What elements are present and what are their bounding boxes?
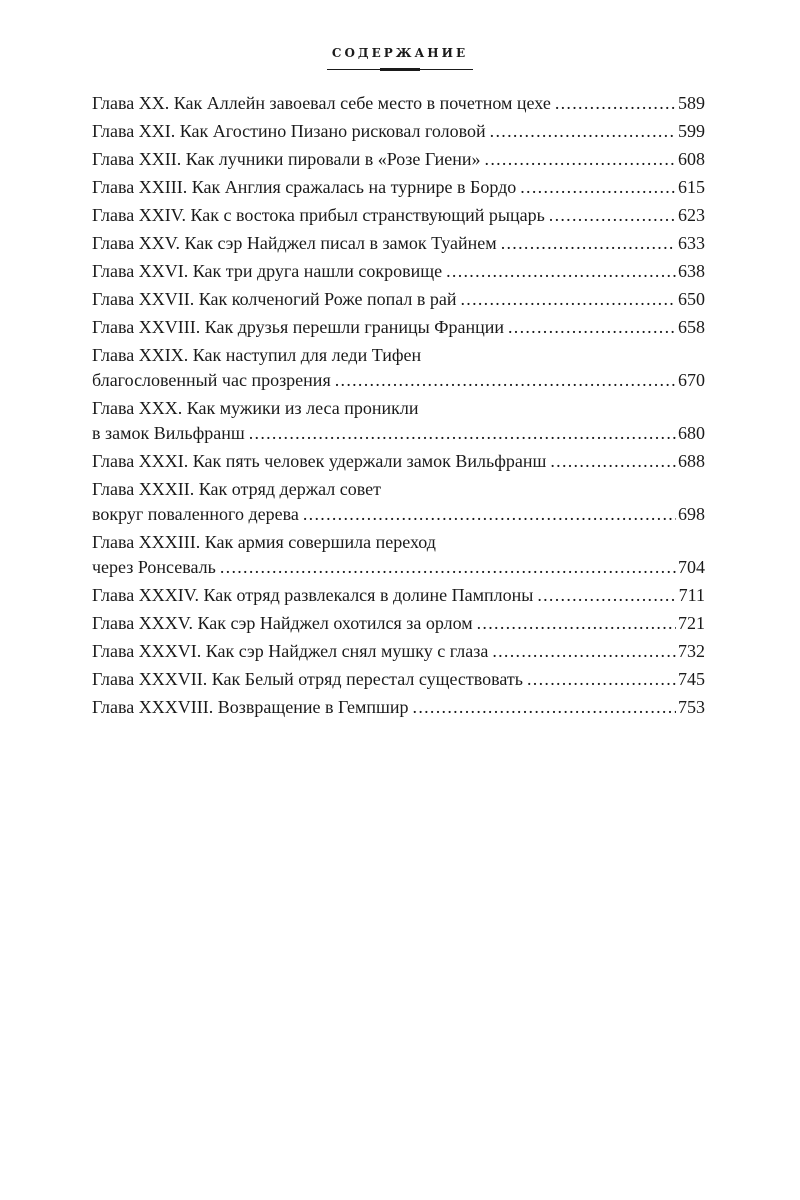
toc-entry[interactable]	[92, 530, 705, 580]
toc-entry-title-line: Глава XXXVII. Как Белый отряд перестал существовать	[92, 669, 523, 689]
toc-entry-row	[92, 421, 705, 446]
header-divider-accent	[380, 68, 420, 71]
dot-leader	[446, 259, 676, 284]
toc-entry[interactable]	[92, 611, 705, 636]
toc-entry-row	[92, 315, 705, 340]
toc-entry-title-line: Глава XXXV. Как сэр Найджел охотился за орлом	[92, 613, 473, 633]
toc-entry-title-line: Глава XXIII. Как Англия сражалась на турнире в Бордо	[92, 177, 517, 197]
toc-entry-title-line: Глава XX. Как Аллейн завоевал себе место в почетном цехе	[92, 93, 551, 113]
toc-entry-title-line: в замок Вильфранш	[92, 423, 245, 443]
toc-entry-title-line: Глава XXXIII. Как армия совершила переход	[92, 532, 436, 552]
toc-entry[interactable]	[92, 147, 705, 172]
toc-entry-title-line: Глава XXXIV. Как отряд развлекался в долине Памплоны	[92, 585, 534, 605]
section-title: СОДЕРЖАНИЕ	[331, 46, 469, 60]
toc-entry-title-line: через Ронсеваль	[92, 557, 216, 577]
toc-entry-title-line: Глава XXX. Как мужики из леса проникли	[92, 398, 419, 418]
toc-entry-title-line: Глава XXVII. Как колченогий Роже попал в рай	[92, 289, 457, 309]
dot-leader	[492, 639, 676, 664]
toc-entry[interactable]	[92, 231, 705, 256]
toc-entry[interactable]	[92, 583, 705, 608]
toc-page-number: 608	[678, 149, 705, 169]
dot-leader	[460, 287, 676, 312]
toc-page-number: 658	[678, 317, 705, 337]
toc-entry-title-line: Глава XXXII. Как отряд держал совет	[92, 479, 382, 499]
toc-page-number: 599	[678, 121, 705, 141]
toc-page-number: 638	[678, 261, 705, 281]
dot-leader	[549, 203, 676, 228]
toc-entry[interactable]	[92, 695, 705, 720]
toc-entry-row	[92, 287, 705, 312]
toc-entry-row	[92, 502, 705, 527]
toc-page-number: 753	[678, 697, 705, 717]
toc-page-number: 680	[678, 423, 705, 443]
dot-leader	[249, 421, 676, 446]
toc-entry-title-line: Глава XXXVI. Как сэр Найджел снял мушку с глаза	[92, 641, 489, 661]
toc-entry[interactable]	[92, 667, 705, 692]
toc-entry[interactable]	[92, 477, 705, 527]
toc-page-number: 704	[678, 557, 705, 577]
toc-entry-row	[92, 583, 705, 608]
toc-entry-row	[92, 91, 705, 116]
dot-leader	[485, 147, 676, 172]
toc-page-number: 698	[678, 504, 705, 524]
toc-entry[interactable]	[92, 396, 705, 446]
toc-entry[interactable]	[92, 343, 705, 393]
dot-leader	[550, 449, 676, 474]
toc-entry[interactable]	[92, 315, 705, 340]
toc-entry-row	[92, 695, 705, 720]
toc-entry-title-line: Глава XXI. Как Агостино Пизано рисковал головой	[92, 121, 486, 141]
dot-leader	[303, 502, 676, 527]
toc-entry-title-line: Глава XXVI. Как три друга нашли сокровище	[92, 261, 443, 281]
toc-entry-row	[92, 555, 705, 580]
toc-entry[interactable]	[92, 287, 705, 312]
toc-entry-title-line: Глава XXXI. Как пять человек удержали замок Вильфранш	[92, 451, 547, 471]
dot-leader	[477, 611, 676, 636]
dot-leader	[501, 231, 676, 256]
page-header	[0, 46, 800, 70]
toc-entry-row	[92, 368, 705, 393]
toc-entry-row	[92, 449, 705, 474]
toc-page-number: 615	[678, 177, 705, 197]
dot-leader	[490, 119, 676, 144]
toc-entry-row	[92, 667, 705, 692]
toc-page-number: 711	[678, 585, 705, 605]
dot-leader	[413, 695, 676, 720]
toc-entry[interactable]	[92, 175, 705, 200]
toc-page-number: 670	[678, 370, 705, 390]
dot-leader	[520, 175, 676, 200]
toc-entry-row	[92, 639, 705, 664]
header-divider	[327, 69, 473, 70]
toc-page-number: 650	[678, 289, 705, 309]
toc-entry-title-line: Глава XXVIII. Как друзья перешли границы Франции	[92, 317, 504, 337]
toc-entry-row	[92, 231, 705, 256]
toc-entry-row	[92, 175, 705, 200]
dot-leader	[537, 583, 676, 608]
toc-entry[interactable]	[92, 91, 705, 116]
toc-entry-title-line: Глава XXV. Как сэр Найджел писал в замок Туайнем	[92, 233, 497, 253]
toc-entry-title-line: благословенный час прозрения	[92, 370, 331, 390]
toc-page-number: 721	[678, 613, 705, 633]
dot-leader	[335, 368, 676, 393]
toc-page-number: 623	[678, 205, 705, 225]
toc-page-number: 688	[678, 451, 705, 471]
table-of-contents	[92, 91, 705, 723]
toc-entry[interactable]	[92, 449, 705, 474]
dot-leader	[508, 315, 676, 340]
dot-leader	[527, 667, 676, 692]
toc-entry-title-line: Глава XXII. Как лучники пировали в «Розе Гиени»	[92, 149, 481, 169]
toc-entry[interactable]	[92, 259, 705, 284]
toc-page-number: 589	[678, 93, 705, 113]
toc-entry-row	[92, 203, 705, 228]
toc-page-number: 732	[678, 641, 705, 661]
dot-leader	[555, 91, 676, 116]
toc-entry[interactable]	[92, 639, 705, 664]
toc-entry[interactable]	[92, 203, 705, 228]
toc-entry[interactable]	[92, 119, 705, 144]
toc-entry-row	[92, 147, 705, 172]
toc-entry-row	[92, 119, 705, 144]
toc-page-number: 745	[678, 669, 705, 689]
toc-entry-title-line: Глава XXXVIII. Возвращение в Гемпшир	[92, 697, 409, 717]
dot-leader	[220, 555, 676, 580]
toc-entry-title-line: Глава XXIX. Как наступил для леди Тифен	[92, 345, 422, 365]
toc-page-number: 633	[678, 233, 705, 253]
toc-entry-title-line: Глава XXIV. Как с востока прибыл странствующий рыцарь	[92, 205, 545, 225]
toc-entry-row	[92, 611, 705, 636]
toc-entry-title-line: вокруг поваленного дерева	[92, 504, 299, 524]
toc-entry-row	[92, 259, 705, 284]
